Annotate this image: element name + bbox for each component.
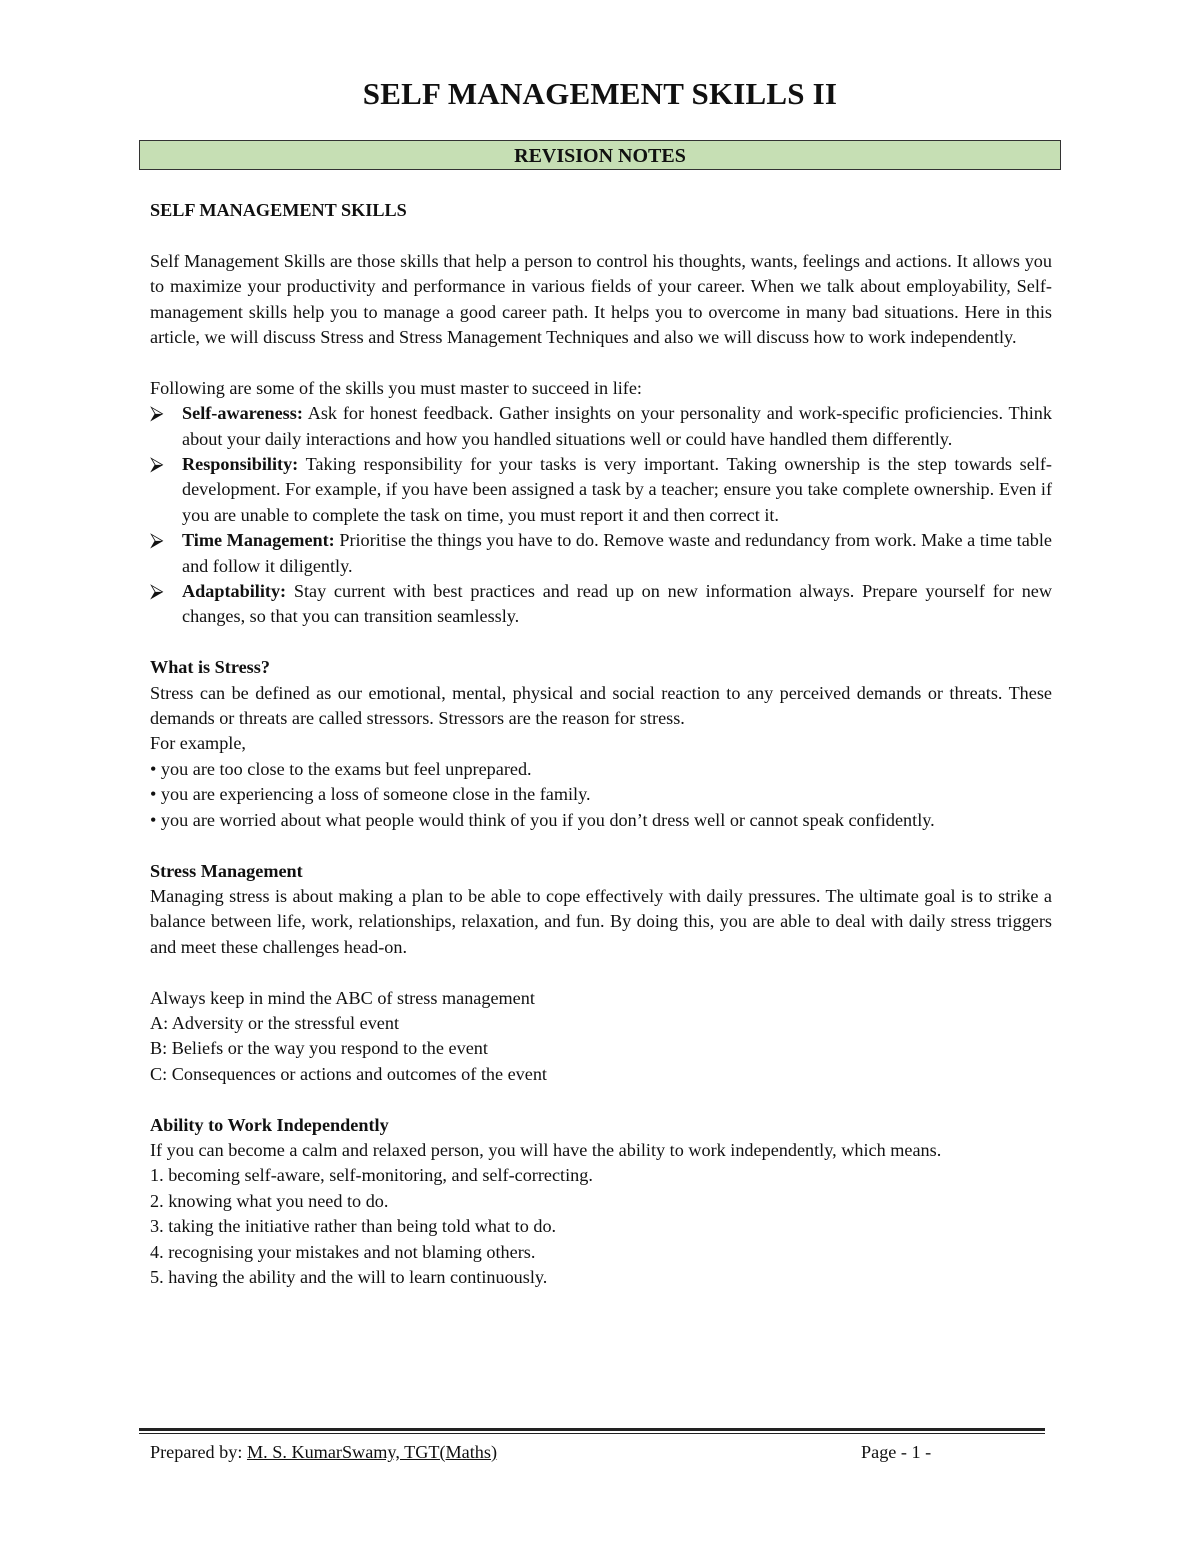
skills-lead: Following are some of the skills you must master to succeed in life: xyxy=(150,377,642,398)
list-item xyxy=(150,452,1052,528)
list-item xyxy=(150,579,1052,630)
independent-paragraph: If you can become a calm and relaxed person, you will have the ability to work independently, which means. xyxy=(150,1139,942,1160)
skill-text: Prioritise the things you have to do. Remove waste and redundancy from work. Make a time table and follow it diligently. xyxy=(182,530,1052,576)
management-paragraph: Managing stress is about making a plan to be able to cope effectively with daily pressures. The ultimate goal is to strike a balance between life, work, relationships, relaxation, and fun. By doing this, you are able to deal with daily stress triggers and meet these challenges head-on. xyxy=(150,885,1052,957)
management-heading: Stress Management xyxy=(150,860,303,881)
footer-divider xyxy=(139,1428,1045,1434)
arrow-bullet-icon: ⮚ xyxy=(150,530,164,552)
abc-item: B: Beliefs or the way you respond to the event xyxy=(150,1038,488,1059)
arrow-bullet-icon: ⮚ xyxy=(150,454,164,476)
intro-paragraph: Self Management Skills are those skills that help a person to control his thoughts, wants, feelings and actions. It allows you to maximize your productivity and performance in various fields of your career. When we talk about employability, Self-management skills help you to manage a good career path. It helps you to overcome in many bad situations. Here in this article, we will discuss Stress and Stress Management Techniques and also we will discuss how to work independently. xyxy=(150,250,1052,348)
skill-text: Ask for honest feedback. Gather insights on your personality and work-specific proficiencies. Think about your daily interactions and how you handled situations well or could have handled them differently. xyxy=(182,403,1052,449)
skill-term: Responsibility: xyxy=(182,454,299,475)
independent-point: 3. taking the initiative rather than being told what to do. xyxy=(150,1216,557,1237)
independent-point: 1. becoming self-aware, self-monitoring, and self-correcting. xyxy=(150,1165,593,1186)
list-item xyxy=(150,401,1052,452)
skill-term: Adaptability: xyxy=(182,581,287,602)
stress-heading: What is Stress? xyxy=(150,657,270,678)
skills-list xyxy=(150,401,1052,630)
abc-item: A: Adversity or the stressful event xyxy=(150,1012,400,1033)
skill-term: Time Management: xyxy=(182,530,335,551)
stress-example: • you are worried about what people would think of you if you don’t dress well or cannot speak confidently. xyxy=(150,809,935,830)
stress-example: • you are experiencing a loss of someone close in the family. xyxy=(150,784,591,805)
document-body xyxy=(150,198,1052,1290)
independent-point: 4. recognising your mistakes and not blaming others. xyxy=(150,1241,536,1262)
intro-heading: SELF MANAGEMENT SKILLS xyxy=(150,200,407,220)
footer xyxy=(150,1440,1050,1465)
independent-point: 2. knowing what you need to do. xyxy=(150,1190,389,1211)
arrow-bullet-icon: ⮚ xyxy=(150,403,164,425)
skill-text: Taking responsibility for your tasks is very important. Taking ownership is the step towards self-development. For example, if you have been assigned a task by a teacher; ensure you take complete ownership. Even if you are unable to complete the task on time, you must report it and then correct it. xyxy=(182,454,1052,525)
prepared-by-label: Prepared by: xyxy=(150,1442,247,1462)
arrow-bullet-icon: ⮚ xyxy=(150,581,164,603)
list-item xyxy=(150,528,1052,579)
abc-item: C: Consequences or actions and outcomes of the event xyxy=(150,1063,547,1084)
independent-point: 5. having the ability and the will to learn continuously. xyxy=(150,1266,548,1287)
skill-text: Stay current with best practices and read up on new information always. Prepare yourself for new changes, so that you can transition seamlessly. xyxy=(182,581,1052,627)
page-title: SELF MANAGEMENT SKILLS II xyxy=(362,76,838,111)
page-number: Page - 1 - xyxy=(861,1442,932,1462)
independent-heading: Ability to Work Independently xyxy=(150,1114,389,1135)
stress-paragraph: Stress can be defined as our emotional, mental, physical and social reaction to any perceived demands or threats. These demands or threats are called stressors. Stressors are the reason for stress. xyxy=(150,682,1052,729)
revision-notes-banner: REVISION NOTES xyxy=(139,140,1061,170)
skill-term: Self-awareness: xyxy=(182,403,303,424)
stress-example-lead: For example, xyxy=(150,733,246,754)
stress-example: • you are too close to the exams but feel unprepared. xyxy=(150,758,532,779)
author-name: M. S. KumarSwamy, TGT(Maths) xyxy=(246,1442,498,1462)
abc-lead: Always keep in mind the ABC of stress management xyxy=(150,987,535,1008)
